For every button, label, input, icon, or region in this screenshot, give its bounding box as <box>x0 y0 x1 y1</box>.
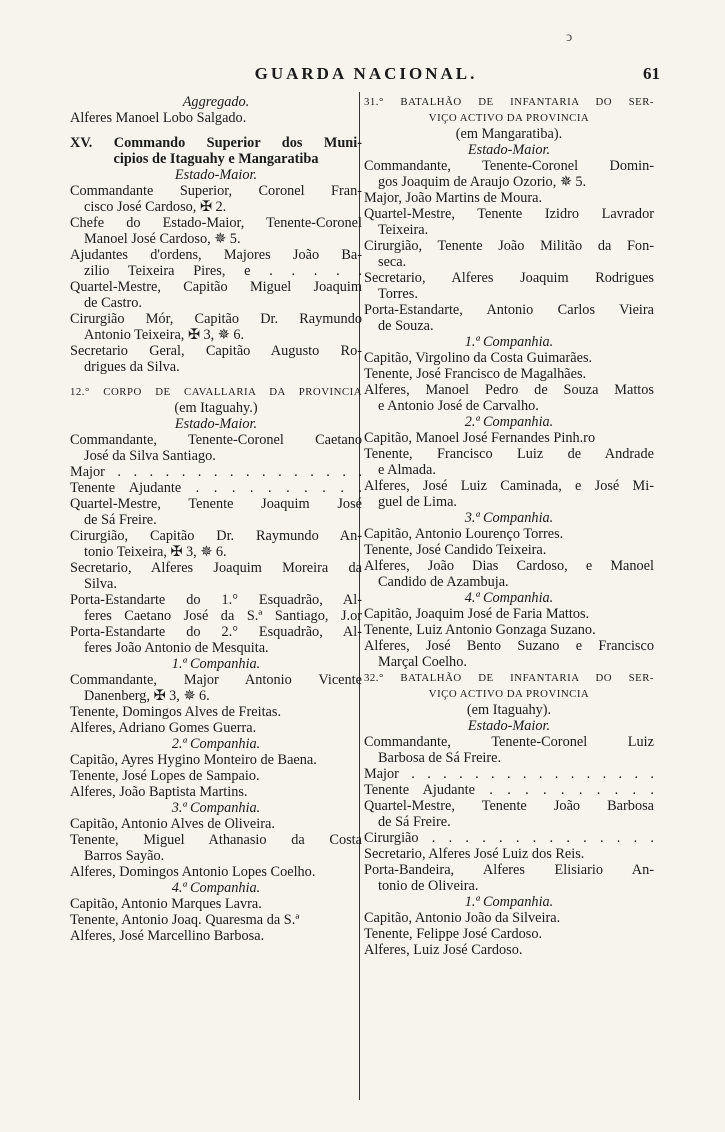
text-line: Tenente, Domingos Alves de Freitas. <box>70 704 282 720</box>
text-line: Quartel-Mestre, Tenente Izidro Lavrador <box>364 206 654 222</box>
text-line: 2.ª Companhia. <box>464 414 554 430</box>
text-line: Capitão, Antonio João da Silveira. <box>364 910 561 926</box>
text-line: Cirurgião . . . . . . . . . . . . . . <box>364 830 654 846</box>
left-column <box>70 94 362 944</box>
text-line: Alferes, Luiz José Cardoso. <box>364 942 523 958</box>
text-line: (em Itaguahy). <box>466 702 552 718</box>
text-line: Quartel-Mestre, Capitão Miguel Joaquim <box>70 279 362 295</box>
text-line: Commandante, Tenente-Coronel Luiz <box>364 734 654 750</box>
text-line: Alferes, Manoel Pedro de Souza Mattos <box>364 382 654 398</box>
text-line: Alferes, João Baptista Martins. <box>70 784 248 800</box>
text-line: cipios de Itaguahy e Mangaratiba <box>113 151 319 167</box>
text-line: Tenente, José Lopes de Sampaio. <box>70 768 260 784</box>
text-line: e Almada. <box>378 462 436 478</box>
text-line: Cirurgião, Tenente João Militão da Fon- <box>364 238 654 254</box>
text-line: zilio Teixeira Pires, e . . . . . <box>84 263 362 279</box>
right-column <box>364 94 654 958</box>
text-line: Capitão, Antonio Lourenço Torres. <box>364 526 564 542</box>
text-line: Tenente, Antonio Joaq. Quaresma da S.ª <box>70 912 300 928</box>
text-line: Manoel José Cardoso, ✵ 5. <box>84 231 241 247</box>
text-line: 4.ª Companhia. <box>171 880 261 896</box>
spacer <box>70 126 362 135</box>
text-line: Tenente, Miguel Athanasio da Costa <box>70 832 362 848</box>
text-line: VIÇO ACTIVO DA PROVINCIA <box>428 688 590 700</box>
text-line: Tenente, José Candido Teixeira. <box>364 542 547 558</box>
text-line: seca. <box>378 254 407 270</box>
text-line: Tenente, Luiz Antonio Gonzaga Suzano. <box>364 622 596 638</box>
text-line: Capitão, Manoel José Fernandes Pinh.ro <box>364 430 596 446</box>
text-line: Porta-Estandarte, Antonio Carlos Vieira <box>364 302 654 318</box>
page-number: 61 <box>643 64 660 83</box>
text-line: Secretario, Alferes José Luiz dos Reis. <box>364 846 585 862</box>
text-line: feres João Antonio de Mesquita. <box>84 640 269 656</box>
text-line: Estado-Maior. <box>174 416 258 432</box>
text-line: Estado-Maior. <box>467 718 551 734</box>
text-line: Commandante, Major Antonio Vicente <box>70 672 362 688</box>
text-line: drigues da Silva. <box>84 359 180 375</box>
text-line: 1.ª Companhia. <box>171 656 261 672</box>
text-line: 31.° BATALHÃO DE INFANTARIA DO SER- <box>364 96 654 108</box>
text-line: Antonio Teixeira, ✠ 3, ✵ 6. <box>84 327 245 343</box>
text-line: Ajudantes d'ordens, Majores João Ba- <box>70 247 362 263</box>
text-line: 1.ª Companhia. <box>464 334 554 350</box>
text-line: tonio de Oliveira. <box>378 878 479 894</box>
text-line: Capitão, Virgolino da Costa Guimarães. <box>364 350 593 366</box>
text-line: 32.° BATALHÃO DE INFANTARIA DO SER- <box>364 672 654 684</box>
text-line: XV. Commando Superior dos Muni- <box>70 135 362 151</box>
text-line: de Sá Freire. <box>378 814 451 830</box>
text-line: Major, João Martins de Moura. <box>364 190 543 206</box>
text-line: VIÇO ACTIVO DA PROVINCIA <box>428 112 590 124</box>
text-line: Quartel-Mestre, Tenente João Barbosa <box>364 798 654 814</box>
text-line: Secretario, Alferes Joaquim Moreira da <box>70 560 362 576</box>
text-line: Capitão, Ayres Hygino Monteiro de Baena. <box>70 752 317 768</box>
text-line: Major . . . . . . . . . . . . . . . . <box>70 464 362 480</box>
text-line: Torres. <box>378 286 418 302</box>
corner-mark: ↄ <box>566 30 573 45</box>
text-line: e Antonio José de Carvalho. <box>378 398 539 414</box>
text-line: Aggregado. <box>182 94 250 110</box>
text-line: Secretario Geral, Capitão Augusto Ro- <box>70 343 362 359</box>
text-line: Capitão, Joaquim José de Faria Mattos. <box>364 606 590 622</box>
page-title: GUARDA NACIONAL. <box>254 64 478 83</box>
text-line: feres Caetano José da S.ª Santiago, J.or <box>84 608 362 624</box>
text-line: Porta-Estandarte do 1.° Esquadrão, Al- <box>70 592 362 608</box>
text-line: tonio Teixeira, ✠ 3, ✵ 6. <box>84 544 227 560</box>
text-line: Estado-Maior. <box>467 142 551 158</box>
text-line: Tenente Ajudante . . . . . . . . . . <box>364 782 654 798</box>
text-line: Porta-Estandarte do 2.° Esquadrão, Al- <box>70 624 362 640</box>
text-line: 4.ª Companhia. <box>464 590 554 606</box>
text-line: Cirurgião Mór, Capitão Dr. Raymundo <box>70 311 362 327</box>
text-line: Cirurgião, Capitão Dr. Raymundo An- <box>70 528 362 544</box>
text-line: Secretario, Alferes Joaquim Rodrigues <box>364 270 654 286</box>
text-line: José da Silva Santiago. <box>84 448 216 464</box>
text-line: Alferes, Domingos Antonio Lopes Coelho. <box>70 864 316 880</box>
text-line: cisco José Cardoso, ✠ 2. <box>84 199 227 215</box>
text-line: Candido de Azambuja. <box>378 574 509 590</box>
text-line: 1.ª Companhia. <box>464 894 554 910</box>
text-line: guel de Lima. <box>378 494 458 510</box>
text-line: Capitão, Antonio Alves de Oliveira. <box>70 816 275 832</box>
text-line: 2.ª Companhia. <box>171 736 261 752</box>
text-line: de Castro. <box>84 295 142 311</box>
text-line: Capitão, Antonio Marques Lavra. <box>70 896 262 912</box>
text-line: (em Itaguahy.) <box>174 400 258 416</box>
text-line: Alferes, José Marcellino Barbosa. <box>70 928 265 944</box>
text-line: Tenente, Felippe José Cardoso. <box>364 926 543 942</box>
text-line: Silva. <box>84 576 117 592</box>
text-line: Quartel-Mestre, Tenente Joaquim José <box>70 496 362 512</box>
text-line: (em Mangaratiba). <box>455 126 563 142</box>
text-line: Tenente, Francisco Luiz de Andrade <box>364 446 654 462</box>
text-line: Alferes, Adriano Gomes Guerra. <box>70 720 257 736</box>
spacer <box>70 375 362 384</box>
text-line: Alferes, José Luiz Caminada, e José Mi- <box>364 478 654 494</box>
text-line: Alferes, João Dias Cardoso, e Manoel <box>364 558 654 574</box>
text-line: Barros Sayão. <box>84 848 165 864</box>
text-line: Porta-Bandeira, Alferes Elisiario An- <box>364 862 654 878</box>
text-line: Marçal Coelho. <box>378 654 467 670</box>
text-line: Commandante, Tenente-Coronel Domin- <box>364 158 654 174</box>
text-line: 3.ª Companhia. <box>464 510 554 526</box>
text-line: 12.° CORPO DE CAVALLARIA DA PROVINCIA <box>70 386 362 398</box>
text-line: Danenberg, ✠ 3, ✵ 6. <box>84 688 210 704</box>
text-line: Major . . . . . . . . . . . . . . . . <box>364 766 654 782</box>
text-line: Tenente Ajudante . . . . . . . . . . <box>70 480 362 496</box>
text-line: Alferes, José Bento Suzano e Francisco <box>364 638 654 654</box>
text-line: Chefe do Estado-Maior, Tenente-Coronel <box>70 215 362 231</box>
text-line: de Souza. <box>378 318 434 334</box>
page-header <box>72 64 660 88</box>
text-line: de Sá Freire. <box>84 512 157 528</box>
text-line: Commandante, Tenente-Coronel Caetano <box>70 432 362 448</box>
text-line: 3.ª Companhia. <box>171 800 261 816</box>
text-line: Tenente, José Francisco de Magalhães. <box>364 366 587 382</box>
text-line: Teixeira. <box>378 222 429 238</box>
text-line: Alferes Manoel Lobo Salgado. <box>70 110 247 126</box>
text-line: Commandante Superior, Coronel Fran- <box>70 183 362 199</box>
text-line: gos Joaquim de Araujo Ozorio, ✵ 5. <box>378 174 587 190</box>
text-line: Barbosa de Sá Freire. <box>378 750 502 766</box>
text-line: Estado-Maior. <box>174 167 258 183</box>
